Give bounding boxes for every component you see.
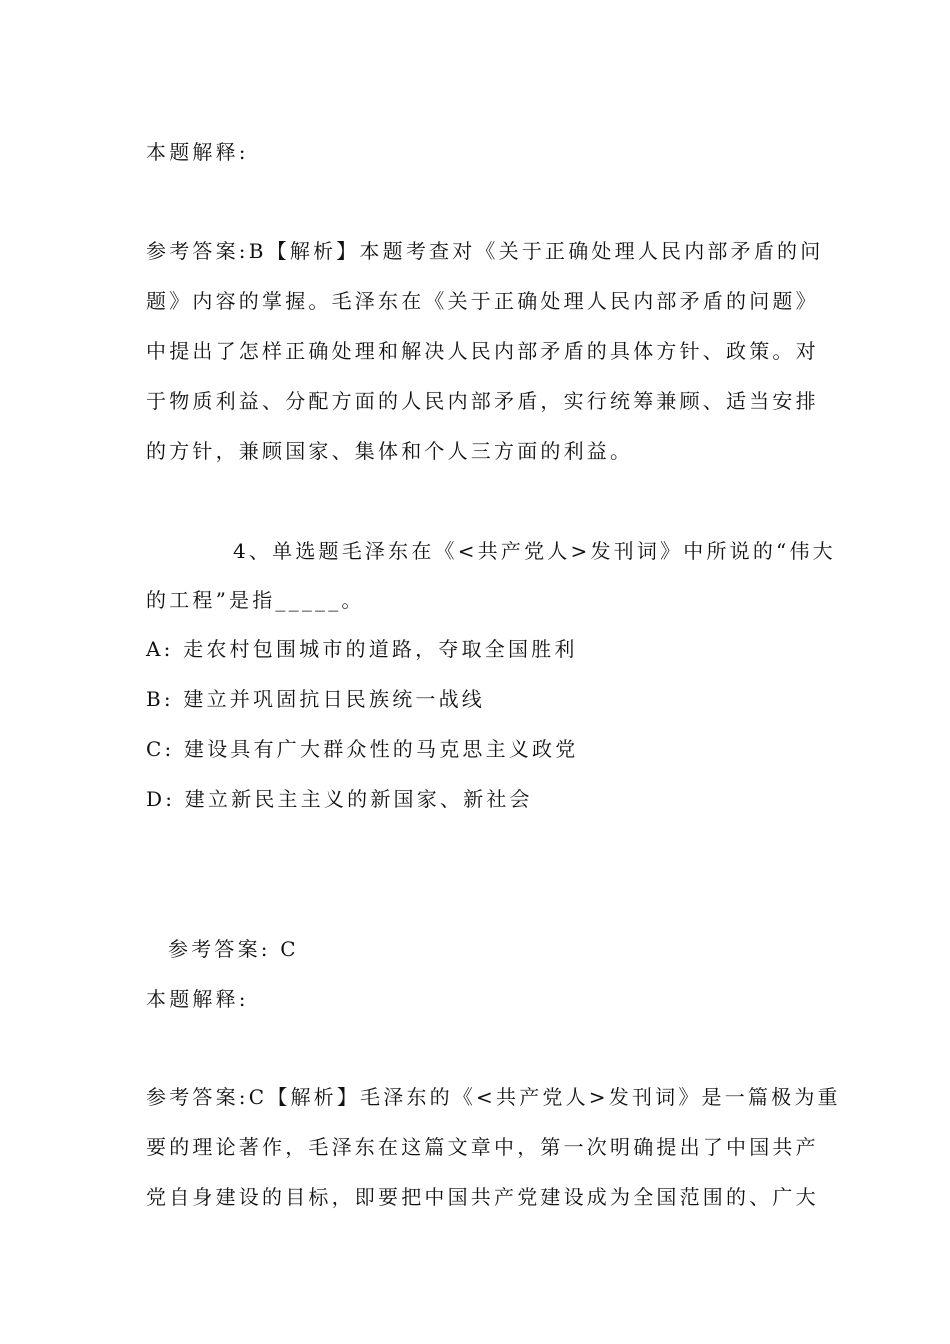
- option-b: B: 建立并巩固抗日民族统一战线: [146, 687, 485, 711]
- explanation-line: 党自身建设的目标，即要把中国共产党建设成为全国范围的、广大: [146, 1185, 819, 1209]
- option-a: A: 走农村包围城市的道路，夺取全国胜利: [146, 637, 578, 661]
- answer-line: 参考答案:B【解析】本题考查对《关于正确处理人民内部矛盾的问: [146, 239, 824, 263]
- reference-answer: 参考答案: C: [168, 937, 299, 961]
- answer-line: 题》内容的掌握。毛泽东在《关于正确处理人民内部矛盾的问题》: [146, 289, 819, 313]
- option-d: D: 建立新民主主义的新国家、新社会: [146, 787, 533, 811]
- option-c: C: 建设具有广大群众性的马克思主义政党: [146, 737, 579, 761]
- answer-line: 于物质利益、分配方面的人民内部矛盾，实行统筹兼顾、适当安排: [146, 389, 819, 413]
- explain-heading-1: 本题解释:: [146, 140, 249, 164]
- answer-line: 中提出了怎样正确处理和解决人民内部矛盾的具体方针、政策。对: [146, 339, 819, 363]
- answer-line: 的方针，兼顾国家、集体和个人三方面的利益。: [146, 439, 634, 463]
- question-stem: 4、单选题毛泽东在《<共产党人>发刊词》中所说的“伟大: [233, 539, 836, 563]
- explanation-line: 要的理论著作，毛泽东在这篇文章中，第一次明确提出了中国共产: [146, 1135, 819, 1159]
- explanation-line: 参考答案:C【解析】毛泽东的《<共产党人>发刊词》是一篇极为重: [146, 1085, 841, 1109]
- explain-heading-2: 本题解释:: [146, 987, 249, 1011]
- question-stem: 的工程”是指_____。: [146, 588, 365, 612]
